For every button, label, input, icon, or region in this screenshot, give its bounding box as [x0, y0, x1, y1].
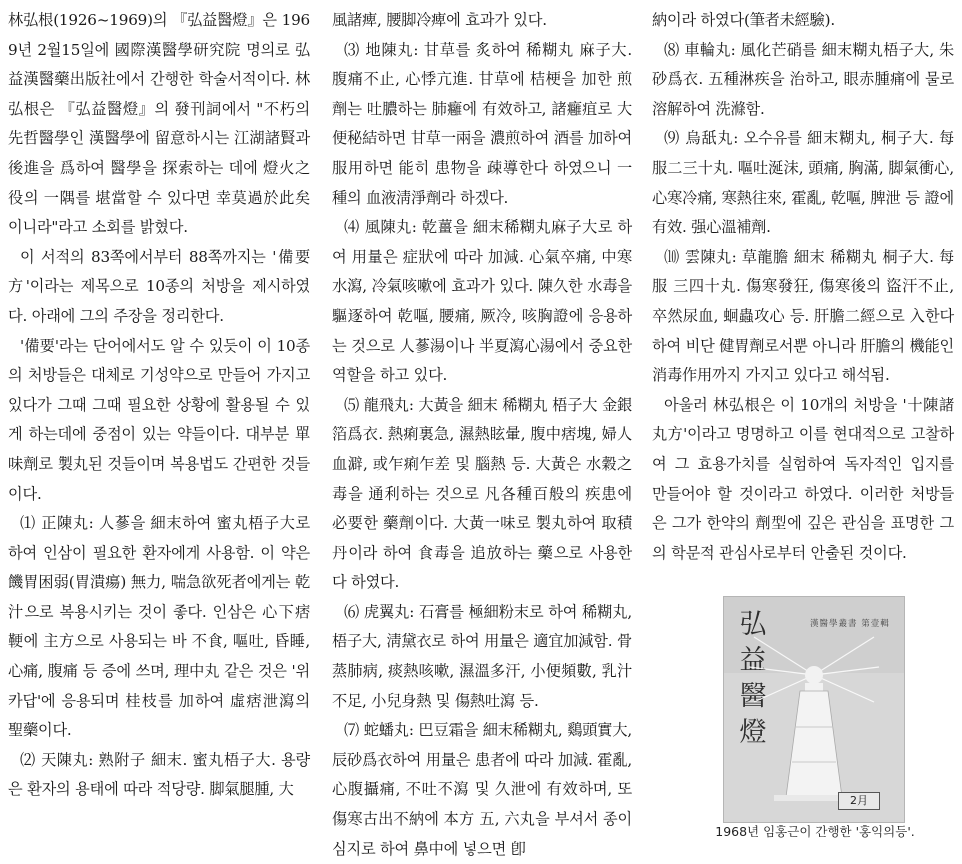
paragraph: 納이라 하였다(筆者未經驗).: [652, 11, 835, 29]
text-column-2: [332, 6, 632, 864]
paragraph: 아울러 林弘根은 이 10개의 처방을 '十陳諸丸方'이라고 명명하고 이를 현대적으로 고찰하여 그 효용가치를 실험하여 독자적인 입지를 만들어야 할 것이라고 하였다. 이러한 처방들은 그가 한약의 劑型에 깊은 관심을 표명한 그의 학문적 관심사로부터 안출된 것이다.: [652, 395, 954, 562]
prescription-8: ⑻ 車輪丸: 風化芒硝를 細末糊丸梧子大, 朱砂爲衣. 五種淋疾을 治하고, 眼赤腫痛에 물로 溶解하여 洗滌함.: [652, 40, 954, 118]
prescription-4: ⑷ 風陳丸: 乾薑을 細末稀糊丸麻子大로 하여 用量은 症狀에 따라 加減. 心氣卒痛, 中寒水瀉, 冷氣咳嗽에 효과가 있다. 陳久한 水毒을 驅逐하여 乾嘔, 腰痛, 厥冷, 咳胸證에 응용하는 것으로 人蔘湯이나 半夏瀉心湯에서 중요한 역할을 하고 있다.: [332, 218, 632, 385]
text-column-3: [652, 6, 954, 568]
paragraph: 風諸痺, 腰脚冷痺에 효과가 있다.: [332, 11, 547, 29]
cover-month-label: 2月: [838, 792, 880, 810]
prescription-10: ⑽ 雲陳丸: 草龍膽 細末 稀糊丸 桐子大. 每服 三四十丸. 傷寒發狂, 傷寒後의 盜汗不止, 卒然尿血, 蛔蟲攻心 등. 肝膽二經으로 入한다 하여 비단 健胃劑로서뿐 아니라 肝膽의 機能인 消毒作用까지 가지고 있다고 해석됨.: [652, 247, 954, 385]
prescription-7: ⑺ 蛇蟠丸: 巴豆霜을 細末稀糊丸, 鷄頭實大, 辰砂爲衣하여 用量은 患者에 따라 加減. 霍亂, 心腹攝痛, 不吐不瀉 및 久泄에 有效하며, 또 傷寒古出不納에 本方 五, 六丸을 부셔서 종이심지로 하여 鼻中에 넣으면 卽: [332, 721, 632, 858]
prescription-1: ⑴ 正陳丸: 人蔘을 細末하여 蜜丸梧子大로 하여 인삼이 필요한 환자에게 사용함. 이 약은 饑胃困弱(胃潰瘍) 無力, 喘急欲死者에게는 乾汁으로 복용시키는 것이 좋다. 인삼은 心下痞鞕에 主方으로 사용되는 바 不食, 嘔吐, 昏睡, 心痛, 腹痛 등 증에 쓰며, 理中丸 같은 것은 '위카답'에 응용되며 桂枝를 加하여 虛痞泄瀉의 聖藥이다.: [8, 514, 310, 740]
prescription-6: ⑹ 虎翼丸: 石膏를 極細粉末로 하여 稀糊丸, 梧子大, 淸黛衣로 하여 用量은 適宜加減함. 骨蒸肺病, 痰熱咳嗽, 濕溫多汗, 小便頻數, 乳汁不足, 小兒身熱 및 傷熱吐瀉 등.: [332, 602, 632, 710]
figure-caption: 1968년 임홍근이 간행한 '홍익의등'.: [715, 824, 915, 839]
lighthouse-illustration: [724, 597, 904, 822]
paragraph: '備要'라는 단어에서도 알 수 있듯이 이 10종의 처방들은 대체로 기성약으로 만들어 가지고 있다가 그때 그때 필요한 상황에 활용될 수 있게 하는데에 중점이 있는 약들이다. 대부분 單味劑로 製丸된 것들이며 복용법도 간편한 것들이다.: [8, 336, 310, 503]
paragraph: 이 서적의 83쪽에서부터 88쪽까지는 '備要方'이라는 제목으로 10종의 처방을 제시하였다. 아래에 그의 주장을 정리한다.: [8, 247, 310, 325]
prescription-5: ⑸ 龍飛丸: 大黃을 細末 稀糊丸 梧子大 金銀箔爲衣. 熱痢裏急, 濕熱眩暈, 腹中痞塊, 婦人血澼, 或乍痢乍差 및 腦熱 등. 大黃은 水穀之毒을 通利하는 것으로 凡各種百般의 疾患에 必要한 藥劑이다. 大黃一味로 製丸하여 取積丹이라 하여 食毒을 追放하는 藥으로 사용한다 하였다.: [332, 395, 632, 592]
book-cover-image: [723, 596, 905, 823]
prescription-3: ⑶ 地陳丸: 甘草를 炙하여 稀糊丸 麻子大. 腹痛不止, 心悸亢進. 甘草에 桔梗을 加한 煎劑는 吐膿하는 肺癰에 有效하고, 諸癰疽로 大便秘結하면 甘草一兩을 濃煎하여 酒를 加하여 服用하면 能히 患物을 疎導한다 하였으니 一種의 血液淸淨劑라 하겠다.: [332, 40, 632, 207]
cover-title: 弘益醫燈: [739, 609, 767, 748]
paragraph: 林弘根(1926~1969)의 『弘益醫燈』은 1969년 2월15일에 國際漢醫學研究院 명의로 弘益漢醫藥出版社에서 간행한 학술서적이다. 林弘根은 『弘益醫燈』의 發刊詞에서 "不朽의 先哲醫學인 漢醫學에 留意하시는 江湖諸賢과 後進을 爲하여 醫學을 探索하는 데에 燈火之役의 一隅를 堪當할 수 있다면 幸莫過於此矣이니라"라고 소회를 밝혔다.: [8, 11, 310, 237]
text-column-1: [8, 6, 310, 805]
prescription-9: ⑼ 烏舐丸: 오수유를 細末糊丸, 桐子大. 每服二三十丸. 嘔吐涎沫, 頭痛, 胸滿, 脚氣衝心, 心寒冷痛, 寒熱往來, 霍亂, 乾嘔, 脾泄 등 證에 有效. 强心溫補劑.: [652, 129, 954, 237]
prescription-2: ⑵ 天陳丸: 熟附子 細末. 蜜丸梧子大. 용량은 환자의 용태에 따라 적당량. 脚氣腿腫, 大: [8, 750, 310, 799]
cover-series-label: 漢醫學叢書 第壹輯: [810, 619, 890, 629]
